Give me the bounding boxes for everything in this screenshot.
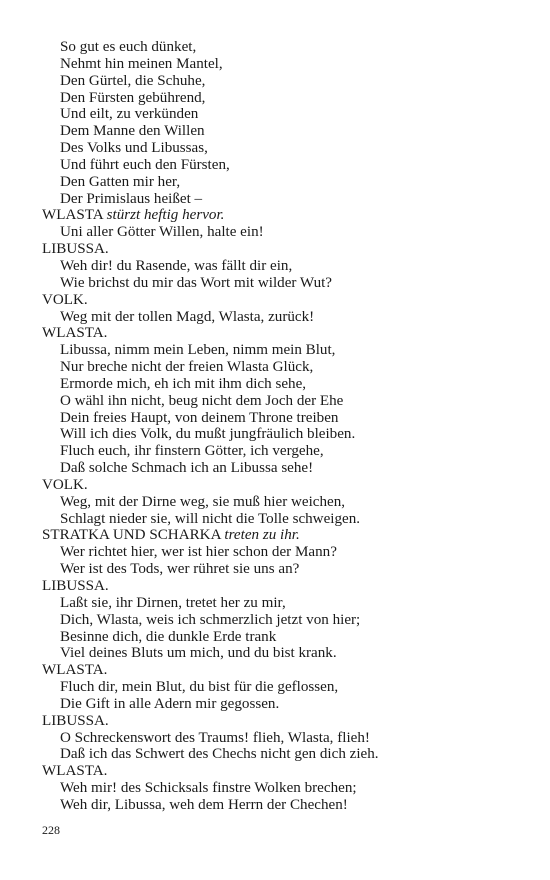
verse-line <box>42 73 522 90</box>
verse-text: O wähl ihn nicht, beug nicht dem Joch der Ehe <box>60 392 344 409</box>
speaker-line <box>42 292 522 309</box>
verse-line <box>42 696 522 713</box>
verse-line <box>42 443 522 460</box>
verse-text: Daß solche Schmach ich an Libussa sehe! <box>60 460 314 477</box>
verse-line <box>42 191 522 208</box>
verse-text: Wer ist des Tods, wer rühret sie uns an? <box>60 561 300 578</box>
verse-text: Besinne dich, die dunkle Erde trank <box>60 628 277 645</box>
verse-text: Und eilt, zu verkünden <box>60 106 199 123</box>
verse-text: Uni aller Götter Willen, halte ein! <box>60 224 264 241</box>
speaker-name: LIBUSSA. <box>42 712 109 729</box>
verse-line <box>42 679 522 696</box>
stage-direction: treten zu ihr. <box>224 527 300 544</box>
verse-text: Weh mir! des Schicksals finstre Wolken brechen; <box>60 780 357 797</box>
verse-line <box>42 730 522 747</box>
stage-direction: stürzt heftig hervor. <box>106 207 225 224</box>
verse-text: Des Volks und Libussas, <box>60 140 208 157</box>
speaker-name: VOLK. <box>42 291 88 308</box>
speaker-line <box>42 662 522 679</box>
verse-line <box>42 544 522 561</box>
speaker-name: WLASTA. <box>42 763 108 780</box>
verse-line <box>42 106 522 123</box>
verse-text: Libussa, nimm mein Leben, nimm mein Blut, <box>60 342 336 359</box>
verse-text: Wer richtet hier, wer ist hier schon der Mann? <box>60 544 337 561</box>
verse-text: Wie brichst du mir das Wort mit wilder Wut? <box>60 274 333 291</box>
verse-line <box>42 359 522 376</box>
verse-text: Nehmt hin meinen Mantel, <box>60 55 223 72</box>
verse-line <box>42 797 522 814</box>
verse-line <box>42 595 522 612</box>
verse-text: Dem Manne den Willen <box>60 123 205 140</box>
verse-text: Weh dir, Libussa, weh dem Herrn der Chechen! <box>60 796 348 813</box>
verse-line <box>42 426 522 443</box>
verse-text: Viel deines Bluts um mich, und du bist krank. <box>60 645 337 662</box>
verse-line <box>42 612 522 629</box>
verse-text: Dich, Wlasta, weis ich schmerzlich jetzt von hier; <box>60 611 361 628</box>
verse-text: Dein freies Haupt, von deinem Throne treiben <box>60 409 339 426</box>
verse-line <box>42 494 522 511</box>
verse-text: Weh dir! du Rasende, was fällt dir ein, <box>60 257 293 274</box>
page-number: 228 <box>42 823 60 837</box>
verse-text: Die Gift in alle Adern mir gegossen. <box>60 695 280 712</box>
verse-line <box>42 511 522 528</box>
speaker-line <box>42 578 522 595</box>
verse-line <box>42 123 522 140</box>
verse-text: Den Fürsten gebührend, <box>60 89 206 106</box>
verse-text: Und führt euch den Fürsten, <box>60 156 230 173</box>
verse-text: Fluch euch, ihr finstern Götter, ich vergehe, <box>60 443 324 460</box>
speaker-name: WLASTA. <box>42 325 108 342</box>
verse-line <box>42 410 522 427</box>
verse-text: Weg mit der tollen Magd, Wlasta, zurück! <box>60 308 315 325</box>
verse-line <box>42 56 522 73</box>
speaker-line <box>42 527 522 544</box>
verse-text: Nur breche nicht der freien Wlasta Glück, <box>60 359 314 376</box>
verse-line <box>42 780 522 797</box>
verse-line <box>42 460 522 477</box>
verse-text: Will ich dies Volk, du mußt jungfräulich bleiben. <box>60 426 356 443</box>
verse-text: Fluch dir, mein Blut, du bist für die geflossen, <box>60 679 339 696</box>
speaker-name: LIBUSSA. <box>42 241 109 258</box>
verse-line <box>42 746 522 763</box>
drama-text <box>42 39 522 814</box>
verse-text: Den Gürtel, die Schuhe, <box>60 72 206 89</box>
verse-text: Daß ich das Schwert des Chechs nicht gen dich zieh. <box>60 746 379 763</box>
verse-line <box>42 174 522 191</box>
verse-text: Der Primislaus heißet – <box>60 190 203 207</box>
speaker-name: WLASTA <box>42 207 107 224</box>
verse-text: O Schreckenswort des Traums! flieh, Wlasta, flieh! <box>60 729 370 746</box>
speaker-name: STRATKA UND SCHARKA <box>42 527 225 544</box>
speaker-line <box>42 325 522 342</box>
verse-text: Den Gatten mir her, <box>60 173 181 190</box>
speaker-name: VOLK. <box>42 476 88 493</box>
verse-line <box>42 309 522 326</box>
verse-line <box>42 224 522 241</box>
speaker-line <box>42 713 522 730</box>
verse-text: Weg, mit der Dirne weg, sie muß hier weichen, <box>60 493 346 510</box>
speaker-name: WLASTA. <box>42 662 108 679</box>
verse-line <box>42 561 522 578</box>
verse-text: So gut es euch dünket, <box>60 39 197 55</box>
verse-line <box>42 157 522 174</box>
verse-line <box>42 90 522 107</box>
verse-line <box>42 39 522 56</box>
verse-text: Laßt sie, ihr Dirnen, tretet her zu mir, <box>60 594 286 611</box>
verse-text: Ermorde mich, eh ich mit ihm dich sehe, <box>60 375 307 392</box>
verse-line <box>42 342 522 359</box>
verse-text: Schlagt nieder sie, will nicht die Tolle schweigen. <box>60 510 361 527</box>
verse-line <box>42 258 522 275</box>
verse-line <box>42 393 522 410</box>
speaker-line <box>42 477 522 494</box>
verse-line <box>42 275 522 292</box>
verse-line <box>42 629 522 646</box>
verse-line <box>42 376 522 393</box>
speaker-line <box>42 207 522 224</box>
speaker-line <box>42 241 522 258</box>
speaker-name: LIBUSSA. <box>42 578 109 594</box>
verse-line <box>42 645 522 662</box>
verse-line <box>42 140 522 157</box>
speaker-line <box>42 763 522 780</box>
